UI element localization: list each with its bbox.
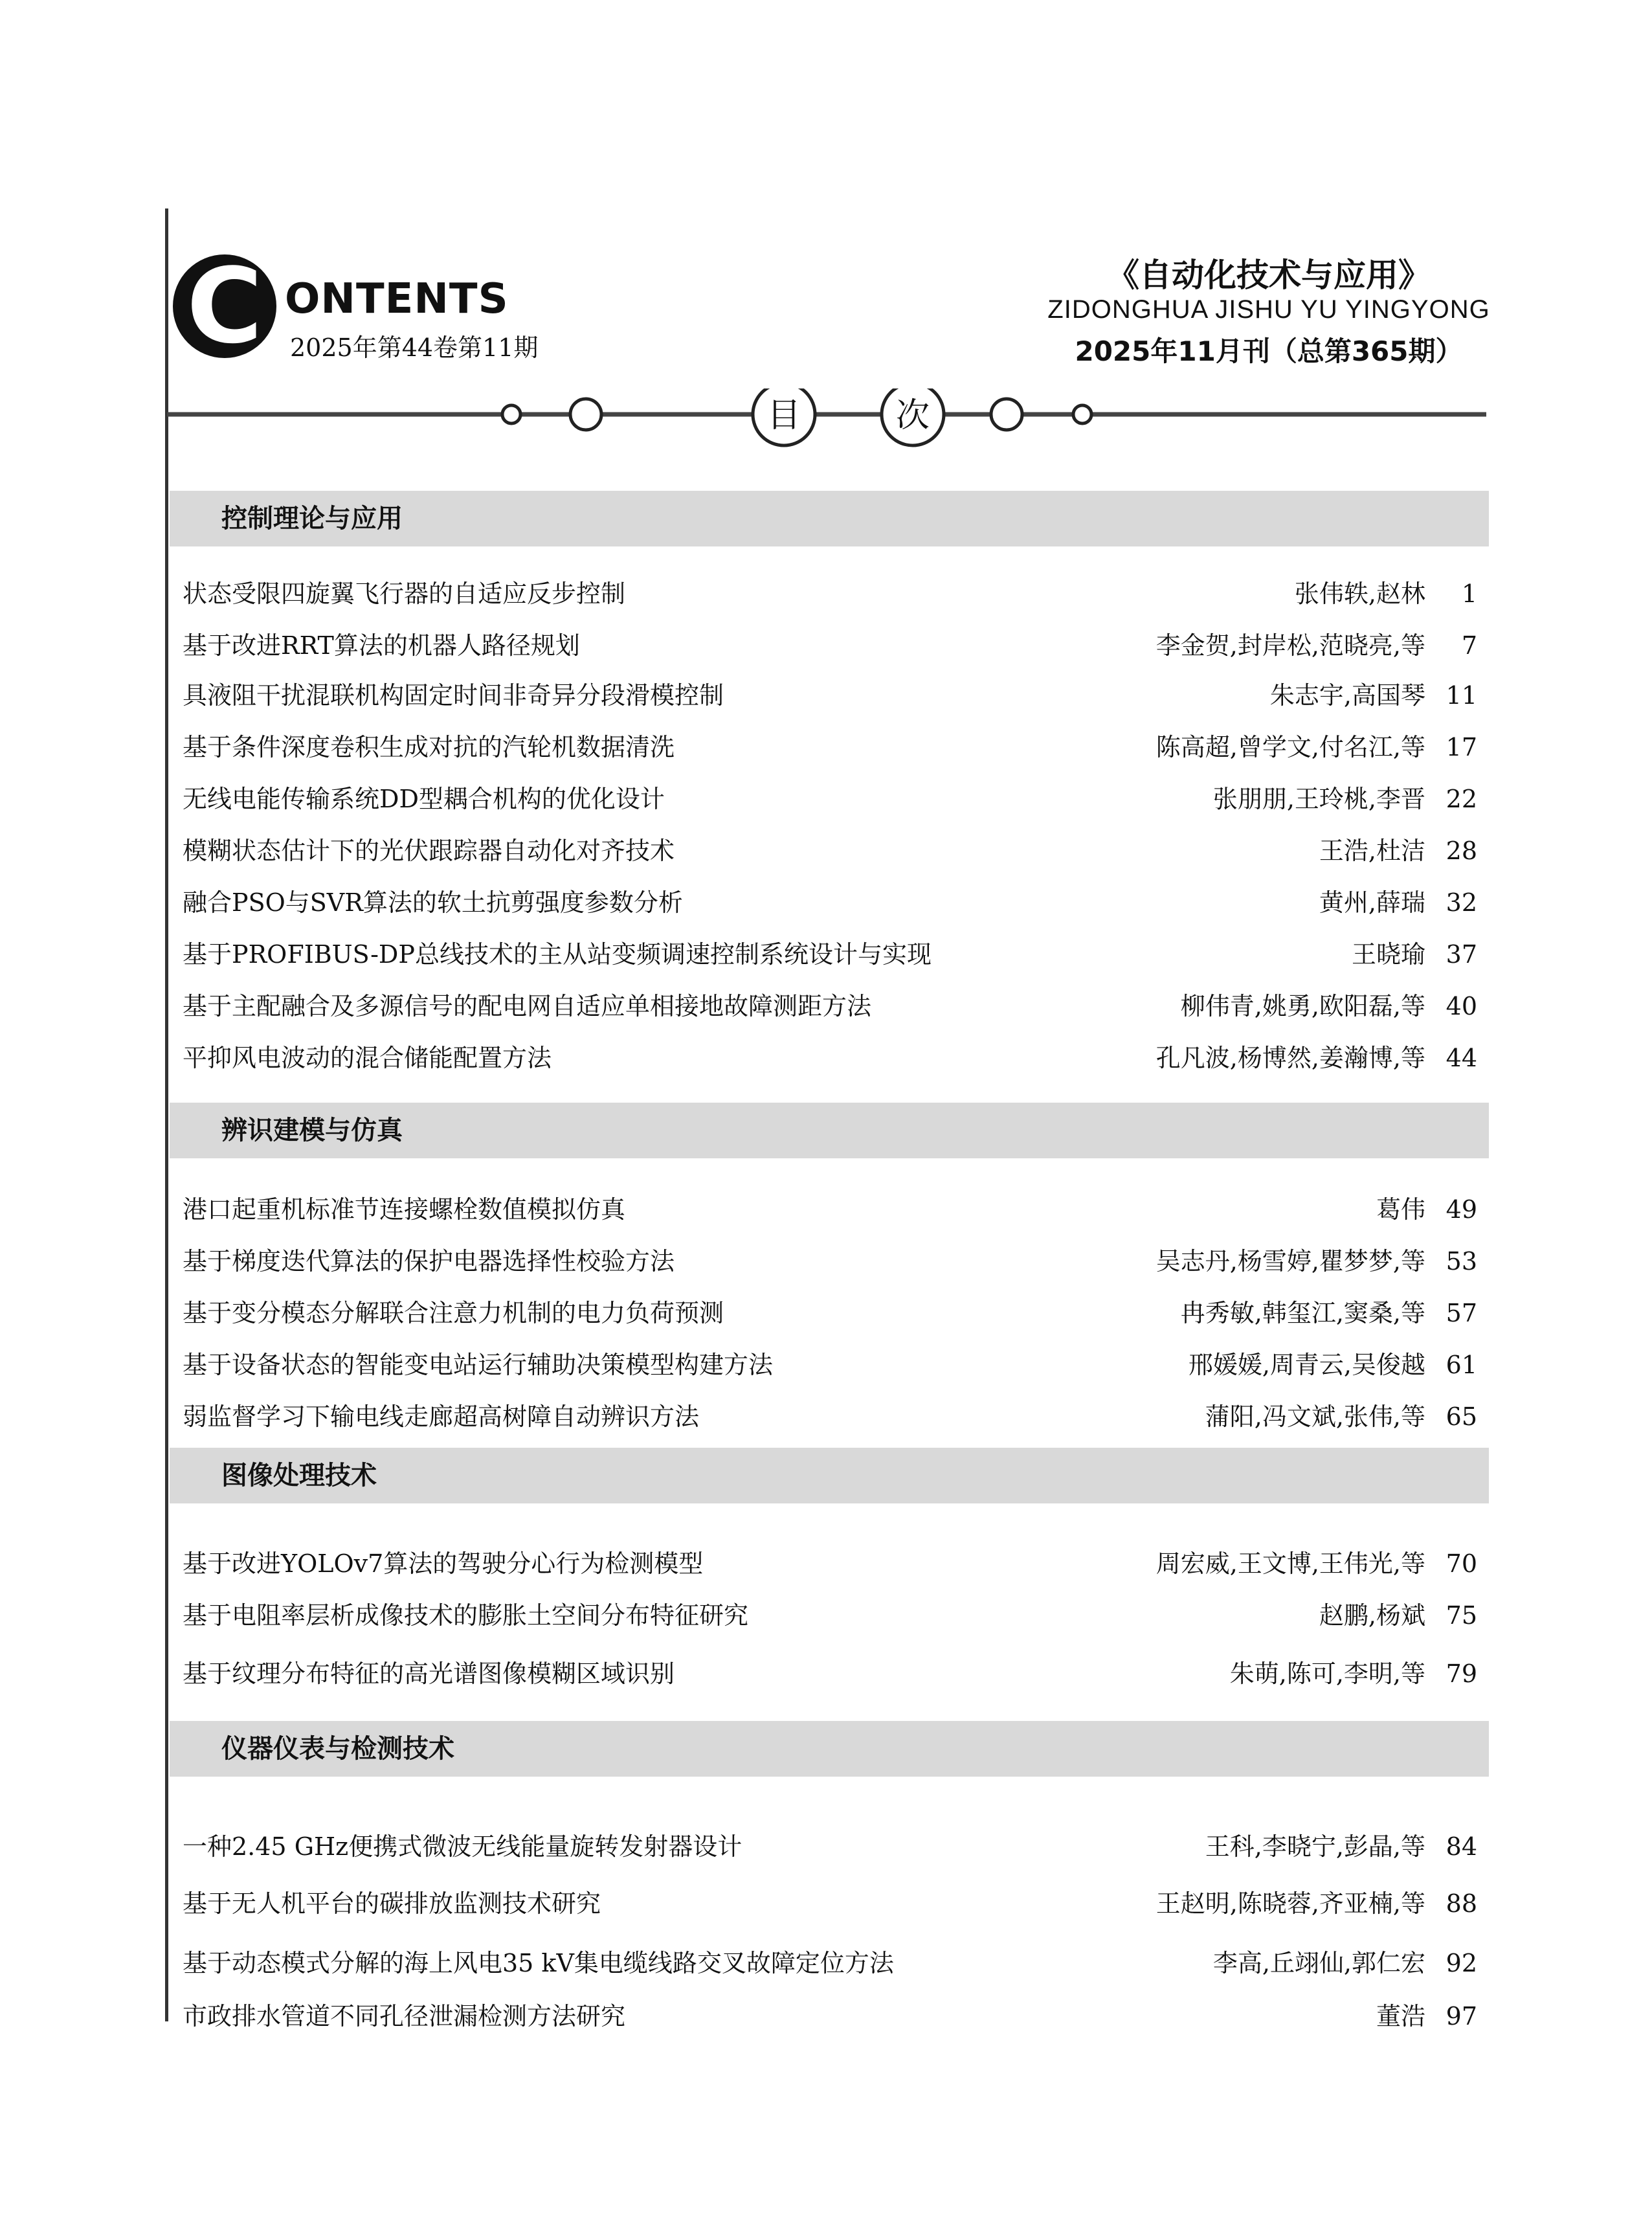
toc-entry[interactable] xyxy=(183,1190,1477,1229)
entry-page: 75 xyxy=(1446,1601,1477,1630)
toc-char-1: 目 xyxy=(766,396,801,435)
entry-title: 港口起重机标准节连接螺栓数值模拟仿真 xyxy=(183,1195,626,1224)
entry-title: 基于无人机平台的碳排放监测技术研究 xyxy=(183,1889,601,1918)
entry-title: 基于改进YOLOv7算法的驾驶分心行为检测模型 xyxy=(183,1549,704,1578)
entry-page: 44 xyxy=(1446,1044,1477,1072)
entry-page: 49 xyxy=(1446,1195,1477,1224)
entry-page: 65 xyxy=(1446,1402,1477,1431)
rule-circle-large-left-icon xyxy=(570,399,601,430)
entry-authors: 周宏威,王文博,王伟光,等 xyxy=(1155,1549,1425,1578)
toc-entry[interactable] xyxy=(183,1654,1477,1693)
rule-circle-large-right-icon xyxy=(991,399,1022,430)
entry-page: 61 xyxy=(1446,1351,1477,1379)
entry-authors: 董浩 xyxy=(1376,2002,1425,2030)
entry-title: 基于梯度迭代算法的保护电器选择性校验方法 xyxy=(183,1247,675,1276)
toc-entry[interactable] xyxy=(183,626,1477,665)
entry-page: 57 xyxy=(1446,1299,1477,1327)
entry-title: 状态受限四旋翼飞行器的自适应反步控制 xyxy=(183,579,626,608)
entry-authors: 王浩,杜洁 xyxy=(1319,837,1425,865)
entry-title: 基于动态模式分解的海上风电35 kV集电缆线路交叉故障定位方法 xyxy=(183,1949,894,1977)
entry-page: 84 xyxy=(1446,1832,1477,1861)
toc-entry[interactable] xyxy=(183,1944,1477,1983)
issue-line: 2025年第44卷第11期 xyxy=(290,333,539,362)
toc-entry[interactable] xyxy=(183,883,1477,922)
toc-entry[interactable] xyxy=(183,1039,1477,1077)
toc-entry[interactable] xyxy=(183,1294,1477,1332)
section-title: 控制理论与应用 xyxy=(221,504,403,534)
entry-page: 32 xyxy=(1446,888,1477,917)
entry-authors: 王赵明,陈晓蓉,齐亚楠,等 xyxy=(1155,1889,1425,1918)
section-header xyxy=(170,1448,1489,1503)
entry-authors: 黄州,薛瑞 xyxy=(1319,888,1425,917)
rule-circle-small-left-icon xyxy=(502,405,520,423)
toc-entry[interactable] xyxy=(183,1544,1477,1583)
section-header xyxy=(170,1721,1489,1777)
entry-title: 一种2.45 GHz便携式微波无线能量旋转发射器设计 xyxy=(183,1832,742,1861)
entry-authors: 朱志宇,高国琴 xyxy=(1269,681,1425,710)
contents-heading: ONTENTS xyxy=(285,275,509,323)
toc-entry[interactable] xyxy=(183,935,1477,974)
toc-entry[interactable] xyxy=(183,1242,1477,1281)
entry-title: 基于纹理分布特征的高光谱图像模糊区域识别 xyxy=(183,1659,675,1688)
rule-circle-small-right-icon xyxy=(1073,405,1091,423)
entry-authors: 孔凡波,杨博然,姜瀚博,等 xyxy=(1155,1044,1425,1072)
entry-page: 97 xyxy=(1446,2002,1477,2030)
entry-title: 具液阻干扰混联机构固定时间非奇异分段滑模控制 xyxy=(183,681,724,710)
entry-authors: 冉秀敏,韩玺江,窦桑,等 xyxy=(1180,1299,1425,1327)
toc-entry[interactable] xyxy=(183,780,1477,818)
entry-authors: 蒲阳,冯文斌,张伟,等 xyxy=(1205,1402,1425,1431)
journal-pinyin: ZIDONGHUA JISHU YU YINGYONG xyxy=(1047,295,1490,324)
toc-entry[interactable] xyxy=(183,1345,1477,1384)
entry-title: 基于设备状态的智能变电站运行辅助决策模型构建方法 xyxy=(183,1351,774,1379)
header-rule xyxy=(0,388,1652,453)
entry-authors: 柳伟青,姚勇,欧阳磊,等 xyxy=(1180,992,1425,1020)
section-header xyxy=(170,491,1489,546)
entry-page: 88 xyxy=(1446,1889,1477,1918)
section-title: 仪器仪表与检测技术 xyxy=(221,1734,454,1764)
toc-entry[interactable] xyxy=(183,1596,1477,1635)
entry-authors: 朱萌,陈可,李明,等 xyxy=(1229,1659,1425,1688)
entry-page: 1 xyxy=(1461,579,1477,608)
section-title: 辨识建模与仿真 xyxy=(221,1116,403,1145)
entry-page: 40 xyxy=(1446,992,1477,1020)
entry-authors: 王科,李晓宁,彭晶,等 xyxy=(1205,1832,1425,1861)
section-header xyxy=(170,1103,1489,1158)
entry-authors: 李高,丘翊仙,郭仁宏 xyxy=(1212,1949,1425,1977)
toc-entry[interactable] xyxy=(183,728,1477,767)
toc-entry[interactable] xyxy=(183,676,1477,715)
entry-page: 7 xyxy=(1461,631,1477,660)
entry-authors: 张朋朋,王玲桃,李晋 xyxy=(1212,785,1425,813)
entry-title: 基于主配融合及多源信号的配电网自适应单相接地故障测距方法 xyxy=(183,992,872,1020)
entry-title: 弱监督学习下输电线走廊超高树障自动辨识方法 xyxy=(183,1402,700,1431)
entry-page: 79 xyxy=(1446,1659,1477,1688)
entry-authors: 吴志丹,杨雪婷,瞿梦梦,等 xyxy=(1155,1247,1425,1276)
entry-title: 基于条件深度卷积生成对抗的汽轮机数据清洗 xyxy=(183,733,675,761)
journal-issue: 2025年11月刊（总第365期） xyxy=(1075,335,1463,367)
entry-title: 平抑风电波动的混合储能配置方法 xyxy=(183,1044,552,1072)
entry-page: 22 xyxy=(1446,785,1477,813)
contents-c-letter: C xyxy=(186,251,263,361)
journal-title: 《自动化技术与应用》 xyxy=(1107,256,1431,294)
entry-title: 基于改进RRT算法的机器人路径规划 xyxy=(183,631,580,660)
entry-title: 基于变分模态分解联合注意力机制的电力负荷预测 xyxy=(183,1299,724,1327)
toc-char-2: 次 xyxy=(895,396,930,435)
entry-authors: 赵鹏,杨斌 xyxy=(1319,1601,1425,1630)
entry-title: 市政排水管道不同孔径泄漏检测方法研究 xyxy=(183,2002,626,2030)
entry-page: 11 xyxy=(1446,681,1477,710)
entry-title: 基于PROFIBUS-DP总线技术的主从站变频调速控制系统设计与实现 xyxy=(183,940,932,969)
entry-title: 融合PSO与SVR算法的软土抗剪强度参数分析 xyxy=(183,888,683,917)
entry-page: 92 xyxy=(1446,1949,1477,1977)
section-title: 图像处理技术 xyxy=(221,1461,377,1490)
entry-authors: 陈高超,曾学文,付名江,等 xyxy=(1155,733,1425,761)
contents-c-logo-icon xyxy=(170,251,280,361)
toc-entry[interactable] xyxy=(183,574,1477,613)
entry-page: 70 xyxy=(1446,1549,1477,1578)
entry-page: 37 xyxy=(1446,940,1477,969)
toc-entry[interactable] xyxy=(183,831,1477,870)
left-margin-rule xyxy=(165,208,168,2021)
entry-page: 17 xyxy=(1446,733,1477,761)
entry-title: 模糊状态估计下的光伏跟踪器自动化对齐技术 xyxy=(183,837,675,865)
entry-authors: 邢媛媛,周青云,吴俊越 xyxy=(1188,1351,1425,1379)
toc-entry[interactable] xyxy=(183,987,1477,1026)
toc-entry[interactable] xyxy=(183,1884,1477,1923)
entry-page: 28 xyxy=(1446,837,1477,865)
entry-authors: 张伟轶,赵林 xyxy=(1294,579,1425,608)
toc-entry[interactable] xyxy=(183,1827,1477,1866)
entry-authors: 李金贺,封岸松,范晓亮,等 xyxy=(1155,631,1425,660)
entry-authors: 王晓瑜 xyxy=(1351,940,1425,969)
entry-page: 53 xyxy=(1446,1247,1477,1276)
toc-entry[interactable] xyxy=(183,1397,1477,1436)
toc-entry[interactable] xyxy=(183,1997,1477,2036)
entry-title: 基于电阻率层析成像技术的膨胀土空间分布特征研究 xyxy=(183,1601,749,1630)
entry-title: 无线电能传输系统DD型耦合机构的优化设计 xyxy=(183,785,665,813)
entry-authors: 葛伟 xyxy=(1376,1195,1425,1224)
